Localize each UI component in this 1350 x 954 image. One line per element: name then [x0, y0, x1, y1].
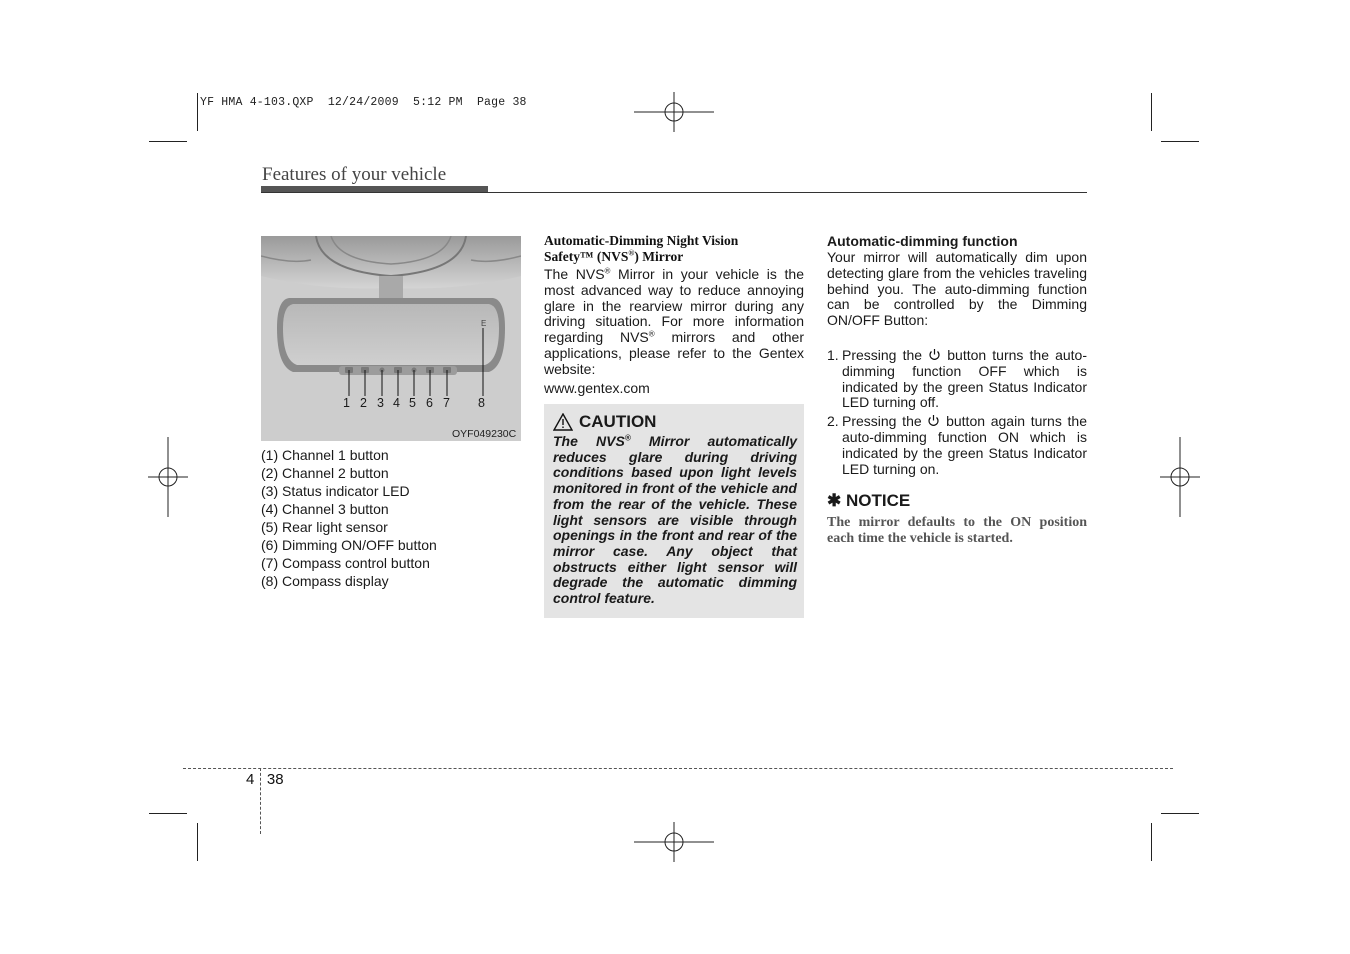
power-icon — [927, 414, 940, 427]
auto-dimming-intro: Your mirror will automatically dim upon detecting glare from the vehicles traveling behind you. The auto-dimming function can be controlled by the Dimming ON/OFF Button: — [827, 249, 1087, 329]
section-rule-line — [261, 192, 1087, 193]
legend-item: (4) Channel 3 button — [261, 501, 389, 517]
legend-item: (2) Channel 2 button — [261, 465, 389, 481]
print-slug: YF HMA 4-103.QXP 12/24/2009 5:12 PM Page 38 — [200, 96, 527, 109]
website-text: www.gentex.com — [544, 379, 650, 396]
callout-4: 4 — [393, 396, 400, 410]
power-icon — [928, 348, 941, 361]
svg-text:E: E — [481, 319, 487, 328]
caution-title: CAUTION — [553, 412, 797, 432]
page-number: 4 38 — [246, 771, 284, 788]
component-legend — [261, 446, 437, 590]
figure-code: OYF049230C — [452, 428, 517, 440]
list-item: 2. Pressing the button again turns the auto-dimming function ON which is indicated by the green Status Indicator LED turning on. — [827, 413, 1088, 477]
legend-item: (5) Rear light sensor — [261, 519, 388, 535]
legend-item: (8) Compass display — [261, 573, 389, 589]
nvs-description: The NVS® Mirror in your vehicle is the most advanced way to reduce annoying glare in the rearview mirror during any driving situation. For more information regarding NVS® mirrors and other applications, please refer to the Gentex website: www.gentex.com — [544, 266, 805, 396]
legend-item: (6) Dimming ON/OFF button — [261, 537, 437, 553]
callout-3: 3 — [377, 396, 384, 410]
footer-rule — [183, 768, 1173, 769]
list-item: 1. Pressing the button turns the auto-dimming function OFF which is indicated by the green Status Indicator LED turning off. — [827, 346, 1087, 411]
caution-box — [544, 404, 804, 618]
registration-mark-bottom — [634, 822, 714, 862]
registration-mark-top — [634, 92, 714, 132]
warning-triangle-icon — [553, 413, 573, 431]
registration-mark-right — [1160, 437, 1200, 517]
notice-text: The mirror defaults to the ON position each time the vehicle is started. — [827, 515, 1087, 547]
nvs-section — [544, 233, 804, 396]
nvs-heading: Automatic-Dimming Night Vision Safety™ (NVS®) Mirror — [544, 233, 739, 264]
registration-mark-left — [148, 437, 188, 517]
legend-item: (7) Compass control button — [261, 555, 430, 571]
callout-2: 2 — [360, 396, 367, 410]
auto-dimming-heading: Automatic-dimming function — [827, 233, 1018, 249]
section-title: Features of your vehicle — [262, 164, 447, 185]
callout-7: 7 — [443, 396, 450, 410]
callout-8: 8 — [478, 396, 485, 410]
caution-text: The NVS® Mirror automatically reduces glare during driving conditions based upon light levels monitored in front of the vehicle and from the rear of the vehicle. These light sensors are visible through openings in the front and rear of the mirror case. Any object that obstructs either light sensor will degrade the automatic dimming control feature. — [553, 433, 797, 607]
callout-5: 5 — [409, 396, 416, 410]
callout-6: 6 — [426, 396, 433, 410]
legend-item: (1) Channel 1 button — [261, 447, 389, 463]
auto-dimming-section — [827, 233, 1087, 547]
auto-dimming-steps — [827, 348, 1087, 477]
notice-title: ✱ NOTICE — [827, 491, 911, 511]
callout-1: 1 — [343, 396, 350, 410]
mirror-illustration — [261, 236, 521, 441]
legend-item: (3) Status indicator LED — [261, 483, 410, 499]
